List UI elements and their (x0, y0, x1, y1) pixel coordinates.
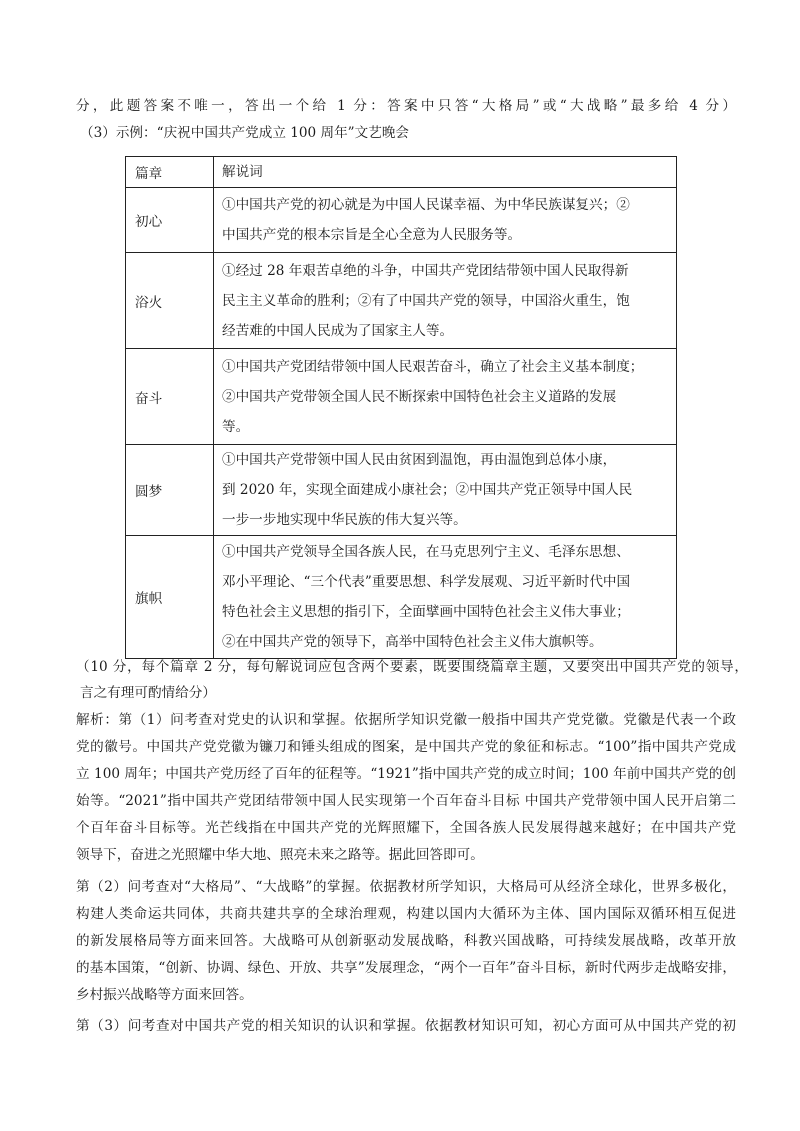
narration-line: 邓小平理论、“三个代表”重要思想、科学发展观、习近平新时代中国 (222, 574, 631, 590)
narration-line: 到 2020 年，实现全面建成小康社会；②中国共产党正领导中国人民 (222, 482, 633, 498)
table-row (126, 536, 677, 659)
text-line: （3）示例：“庆祝中国共产党成立 100 周年”文艺晚会 (80, 125, 410, 141)
program-table (125, 156, 677, 659)
narration-cell (214, 536, 677, 659)
analysis-line: 立 100 周年；中国共产党历经了百年的征程等。“1921”指中国共产党的成立时间；100 年前中国共产党的创 (76, 766, 736, 782)
narration-line: ①中国共产党团结带领中国人民艰苦奋斗，确立了社会主义基本制度； (222, 358, 644, 375)
narration-line: ②中国共产党带领全国人民不断探索中国特色社会主义道路的发展 (222, 388, 617, 405)
table-row (126, 253, 677, 349)
table-header-narration: 解说词 (214, 157, 677, 188)
narration-cell (214, 445, 677, 536)
narration-line: 一步一步地实现中华民族的伟大复兴等。 (222, 512, 467, 528)
section-name: 奋斗 (126, 349, 214, 445)
narration-line: 民主主义革命的胜利；②有了中国共产党的领导，中国浴火重生，饱 (222, 292, 630, 309)
narration-line: 经苦难的中国人民成为了国家主人等。 (222, 322, 454, 339)
table-row (126, 445, 677, 536)
scoring-note-line: 言之有理可酌情给分） (80, 685, 216, 701)
analysis-line: 构建人类命运共同体，共商共建共享的全球治理观，构建以国内大循环为主体、国内国际双循环相互促进 (76, 906, 736, 922)
narration-line: ①中国共产党带领中国人民由贫困到温饱，再由温饱到总体小康， (222, 452, 617, 468)
analysis-line: 领导下，奋进之光照耀中华大地、照亮未来之路等。据此回答即可。 (76, 847, 484, 863)
analysis-line: 第（2）问考查对“大格局”、“大战略”的掌握。依据教材所学知识，大格局可从经济全球化，世界多极化， (76, 879, 736, 895)
text-line: 分，此题答案不唯一，答出一个给 1 分：答案中只答“大格局”或“大战略”最多给 4 分） (76, 98, 736, 114)
scoring-note-line: （10 分，每个篇章 2 分，每句解说词应包含两个要素，既要围绕篇章主题，又要突出中国共产党的领导， (76, 659, 748, 675)
narration-line: 中国共产党的根本宗旨是全心全意为人民服务等。 (222, 227, 522, 243)
section-name: 旗帜 (126, 536, 214, 659)
narration-line: ①中国共产党领导全国各族人民，在马克思列宁主义、毛泽东思想、 (222, 544, 630, 560)
analysis-line: 党的徽号。中国共产党党徽为镰刀和锤头组成的图案，是中国共产党的象征和标志。“100”指中国共产党成 (76, 739, 736, 755)
narration-line: 等。 (222, 418, 250, 435)
narration-cell (214, 253, 677, 349)
analysis-line: 解析：第（1）问考查对党史的认识和掌握。依据所学知识党徽一般指中国共产党党徽。党徽是代表一个政 (76, 712, 736, 728)
narration-line: ①中国共产党的初心就是为中国人民谋幸福、为中华民族谋复兴；② (222, 197, 630, 213)
analysis-line: 第（3）问考查对中国共产党的相关知识的认识和掌握。依据教材知识可知，初心方面可从中国共产党的初 (76, 1018, 736, 1034)
analysis-line: 的新发展格局等方面来回答。大战略可从创新驱动发展战略，科教兴国战略，可持续发展战略，改革开放 (76, 933, 736, 949)
table-row (126, 188, 677, 253)
analysis-line: 的基本国策，“创新、协调、绿色、开放、共享”发展理念，“两个一百年”奋斗目标，新时代两步走战略安排， (76, 960, 736, 976)
section-name: 浴火 (126, 253, 214, 349)
narration-line: ②在中国共产党的领导下，高举中国特色社会主义伟大旗帜等。 (222, 634, 603, 650)
narration-cell (214, 188, 677, 253)
narration-cell (214, 349, 677, 445)
table-header-section: 篇章 (126, 157, 214, 188)
section-name: 圆梦 (126, 445, 214, 536)
analysis-line: 始等。“2021”指中国共产党团结带领中国人民实现第一个百年奋斗目标 中国共产党带领中国人民开启第二 (76, 793, 736, 809)
analysis-line: 乡村振兴战略等方面来回答。 (76, 987, 253, 1003)
narration-line: 特色社会主义思想的指引下，全面擘画中国特色社会主义伟大事业； (222, 604, 630, 620)
section-name: 初心 (126, 188, 214, 253)
table-row (126, 349, 677, 445)
narration-line: ①经过 28 年艰苦卓绝的斗争，中国共产党团结带领中国人民取得新 (222, 262, 629, 279)
analysis-line: 个百年奋斗目标等。光芒线指在中国共产党的光辉照耀下，全国各族人民发展得越来越好；在中国共产党 (76, 820, 736, 836)
